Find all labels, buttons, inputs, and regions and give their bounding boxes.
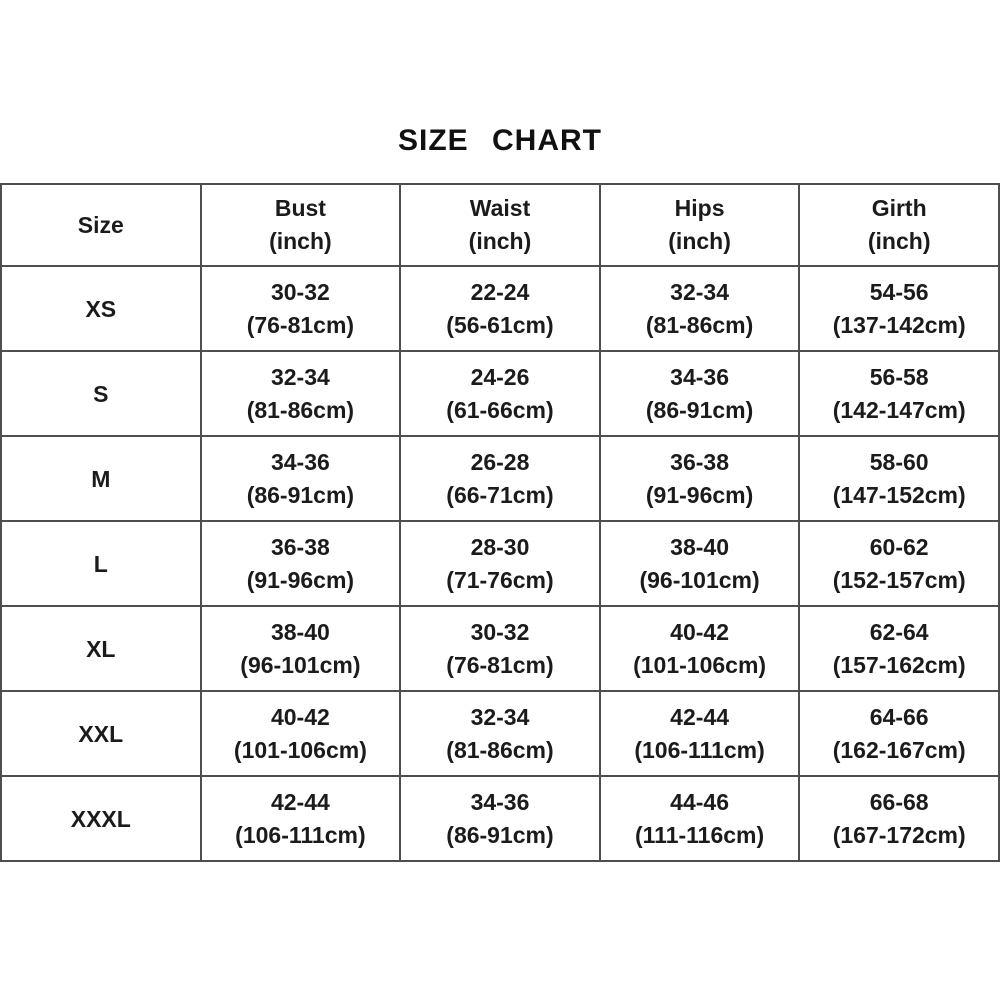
cm-value: (91-96cm) <box>645 481 754 508</box>
cm-value: (157-162cm) <box>832 651 966 678</box>
cm-value: (147-152cm) <box>832 481 966 508</box>
bust-cell <box>201 776 401 861</box>
cm-value: (162-167cm) <box>832 736 966 763</box>
table-row-xl <box>1 606 999 691</box>
inch-value: 40-42 <box>270 703 330 730</box>
cm-value: (111-116cm) <box>634 821 765 848</box>
col-header-label: Girth <box>871 195 927 221</box>
table-row-xxxl <box>1 776 999 861</box>
col-header-unit: (inch) <box>468 228 532 254</box>
col-header-waist <box>400 184 600 266</box>
bust-cell <box>201 691 401 776</box>
cm-value: (76-81cm) <box>446 651 554 678</box>
inch-value: 56-58 <box>869 363 929 390</box>
hips-cell <box>600 691 800 776</box>
bust-cell <box>201 436 401 521</box>
cm-value: (137-142cm) <box>832 311 966 338</box>
size-cell <box>1 266 201 351</box>
size-cell <box>1 776 201 861</box>
inch-value: 34-36 <box>270 448 330 475</box>
waist-cell <box>400 351 600 436</box>
hips-cell <box>600 776 800 861</box>
girth-cell <box>799 266 999 351</box>
waist-cell <box>400 266 600 351</box>
inch-value: 62-64 <box>869 618 929 645</box>
inch-value: 36-38 <box>670 448 729 475</box>
size-label: XXXL <box>70 805 131 832</box>
col-header-label: Hips <box>674 195 725 221</box>
inch-value: 38-40 <box>670 533 729 560</box>
inch-value: 44-46 <box>670 788 729 815</box>
size-cell <box>1 606 201 691</box>
girth-cell <box>799 691 999 776</box>
table-row-s <box>1 351 999 436</box>
size-label: XXL <box>78 720 124 747</box>
girth-cell <box>799 606 999 691</box>
cm-value: (142-147cm) <box>832 396 966 423</box>
hips-cell <box>600 436 800 521</box>
header-row <box>1 184 999 266</box>
hips-cell <box>600 266 800 351</box>
col-header-label: Waist <box>469 195 531 221</box>
cm-value: (81-86cm) <box>246 396 355 423</box>
page-title: SIZE CHART <box>398 124 602 157</box>
waist-cell <box>400 436 600 521</box>
table-row-m <box>1 436 999 521</box>
inch-value: 42-44 <box>270 788 330 815</box>
inch-value: 38-40 <box>270 618 330 645</box>
table-row-xs <box>1 266 999 351</box>
col-header-label: Size <box>77 212 124 238</box>
inch-value: 32-34 <box>670 278 729 305</box>
inch-value: 34-36 <box>670 363 729 390</box>
inch-value: 34-36 <box>470 788 530 815</box>
cm-value: (106-111cm) <box>235 821 366 848</box>
col-header-size <box>1 184 201 266</box>
inch-value: 30-32 <box>270 278 330 305</box>
inch-value: 58-60 <box>869 448 929 475</box>
inch-value: 26-28 <box>470 448 530 475</box>
cm-value: (76-81cm) <box>246 311 355 338</box>
cm-value: (96-101cm) <box>240 651 361 678</box>
size-label: XL <box>86 635 116 662</box>
table-row-xxl <box>1 691 999 776</box>
bust-cell <box>201 521 401 606</box>
cm-value: (81-86cm) <box>446 736 554 763</box>
cm-value: (71-76cm) <box>446 566 554 593</box>
cm-value: (86-91cm) <box>446 821 554 848</box>
inch-value: 28-30 <box>470 533 530 560</box>
cm-value: (152-157cm) <box>832 566 966 593</box>
size-label: S <box>93 380 109 407</box>
inch-value: 40-42 <box>670 618 729 645</box>
bust-cell <box>201 606 401 691</box>
cm-value: (106-111cm) <box>634 736 765 763</box>
col-header-unit: (inch) <box>867 228 931 254</box>
col-header-girth <box>799 184 999 266</box>
col-header-label: Bust <box>274 195 326 221</box>
waist-cell <box>400 691 600 776</box>
cm-value: (86-91cm) <box>246 481 355 508</box>
bust-cell <box>201 351 401 436</box>
bust-cell <box>201 266 401 351</box>
size-label: M <box>91 465 111 492</box>
inch-value: 32-34 <box>470 703 530 730</box>
table-row-l <box>1 521 999 606</box>
size-cell <box>1 436 201 521</box>
size-cell <box>1 691 201 776</box>
waist-cell <box>400 521 600 606</box>
size-chart-table <box>0 183 1000 862</box>
inch-value: 64-66 <box>869 703 929 730</box>
cm-value: (167-172cm) <box>832 821 966 848</box>
cm-value: (101-106cm) <box>233 736 367 763</box>
cm-value: (81-86cm) <box>645 311 754 338</box>
waist-cell <box>400 606 600 691</box>
inch-value: 24-26 <box>470 363 530 390</box>
cm-value: (66-71cm) <box>446 481 554 508</box>
girth-cell <box>799 776 999 861</box>
waist-cell <box>400 776 600 861</box>
girth-cell <box>799 521 999 606</box>
cm-value: (86-91cm) <box>645 396 754 423</box>
size-cell <box>1 351 201 436</box>
cm-value: (56-61cm) <box>446 311 554 338</box>
col-header-hips <box>600 184 800 266</box>
inch-value: 66-68 <box>869 788 929 815</box>
inch-value: 22-24 <box>470 278 530 305</box>
inch-value: 42-44 <box>670 703 729 730</box>
cm-value: (91-96cm) <box>246 566 355 593</box>
cm-value: (61-66cm) <box>446 396 554 423</box>
col-header-unit: (inch) <box>269 228 332 254</box>
inch-value: 30-32 <box>470 618 530 645</box>
size-label: XS <box>85 295 117 322</box>
girth-cell <box>799 436 999 521</box>
hips-cell <box>600 521 800 606</box>
size-cell <box>1 521 201 606</box>
hips-cell <box>600 606 800 691</box>
col-header-bust <box>201 184 401 266</box>
cm-value: (96-101cm) <box>639 566 760 593</box>
size-label: L <box>93 550 108 577</box>
inch-value: 36-38 <box>270 533 330 560</box>
inch-value: 32-34 <box>270 363 330 390</box>
inch-value: 60-62 <box>869 533 929 560</box>
girth-cell <box>799 351 999 436</box>
cm-value: (101-106cm) <box>633 651 767 678</box>
hips-cell <box>600 351 800 436</box>
inch-value: 54-56 <box>869 278 929 305</box>
col-header-unit: (inch) <box>668 228 731 254</box>
